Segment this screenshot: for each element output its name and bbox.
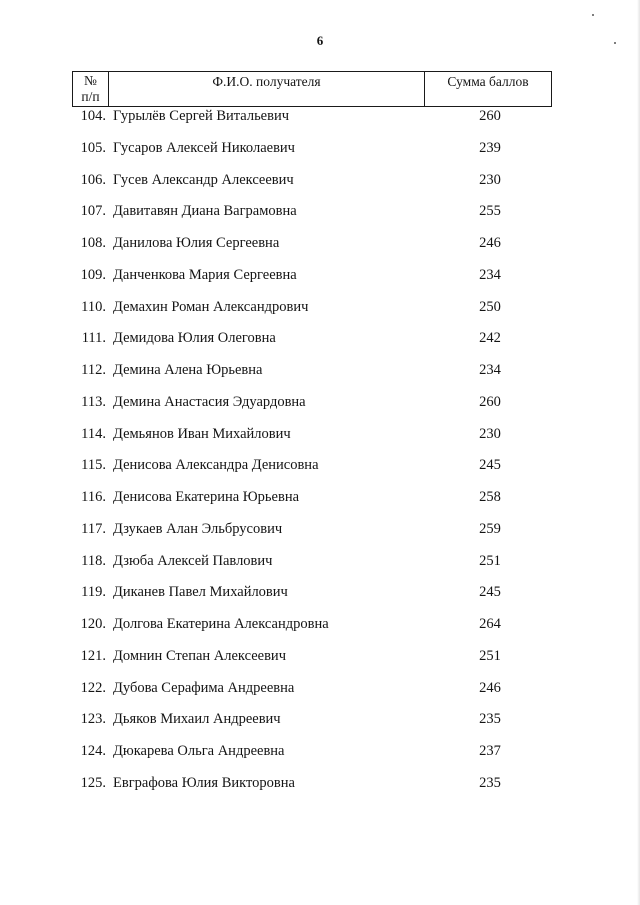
score-value: 259 — [479, 520, 501, 537]
recipient-name: Данченкова Мария Сергеевна — [113, 266, 297, 283]
score-value: 245 — [479, 457, 501, 474]
header-number-sign: № — [84, 73, 97, 88]
score-value: 230 — [479, 425, 501, 442]
recipient-name: Данилова Юлия Сергеевна — [113, 235, 280, 251]
recipient-list — [0, 107, 640, 806]
table-row — [0, 139, 640, 171]
recipient-name: Дьяков Михаил Андреевич — [113, 711, 281, 728]
header-number-abbrev: п/п — [81, 89, 100, 104]
table-row — [0, 171, 640, 203]
page-number: 6 — [316, 33, 324, 48]
score-value: 258 — [479, 489, 501, 505]
row-number: 111. — [81, 330, 106, 347]
score-value: 251 — [479, 647, 501, 664]
table-row — [0, 774, 640, 806]
header-name-cell: Ф.И.О. получателя — [109, 72, 425, 106]
row-number: 112. — [81, 362, 106, 378]
recipient-name: Гурылёв Сергей Витальевич — [113, 108, 290, 124]
recipient-name: Гусев Александр Алексеевич — [113, 171, 294, 188]
recipient-name: Гусаров Алексей Николаевич — [113, 139, 295, 156]
row-number: 117. — [81, 520, 106, 537]
scan-speck — [592, 14, 594, 16]
row-number: 123. — [80, 711, 106, 728]
row-number: 114. — [81, 425, 106, 442]
recipient-name: Диканев Павел Михайлович — [113, 584, 288, 601]
score-value: 242 — [479, 330, 501, 347]
score-value: 251 — [479, 552, 501, 569]
recipient-name: Евграфова Юлия Викторовна — [113, 774, 295, 791]
row-number: 110. — [81, 298, 106, 315]
scan-speck — [614, 42, 616, 44]
row-number: 122. — [80, 679, 106, 696]
score-value: 237 — [479, 743, 501, 759]
score-value: 260 — [479, 108, 501, 124]
table-row — [0, 647, 640, 679]
table-row — [0, 552, 640, 584]
recipient-name: Демина Алена Юрьевна — [113, 362, 263, 378]
table-header — [72, 71, 552, 107]
table-row — [0, 425, 640, 457]
table-row — [0, 456, 640, 488]
table-row — [0, 107, 640, 139]
score-value: 264 — [479, 616, 501, 632]
row-number: 106. — [80, 171, 106, 188]
score-value: 239 — [479, 139, 501, 156]
score-value: 234 — [479, 362, 501, 378]
score-value: 230 — [479, 171, 501, 188]
score-value: 234 — [479, 266, 501, 283]
row-number: 118. — [81, 552, 106, 569]
row-number: 115. — [81, 457, 106, 474]
row-number: 104. — [80, 108, 106, 124]
recipient-name: Денисова Екатерина Юрьевна — [113, 489, 300, 505]
recipient-name: Дубова Серафима Андреевна — [113, 679, 295, 696]
recipient-name: Демидова Юлия Олеговна — [113, 330, 276, 347]
table-row — [0, 202, 640, 234]
score-value: 260 — [479, 393, 501, 410]
table-row — [0, 329, 640, 361]
recipient-name: Дзукаев Алан Эльбрусович — [113, 520, 283, 537]
table-row — [0, 488, 640, 520]
table-row — [0, 266, 640, 298]
row-number: 108. — [80, 235, 106, 251]
table-row — [0, 679, 640, 711]
recipient-name: Демина Анастасия Эдуардовна — [113, 393, 306, 410]
score-value: 246 — [479, 679, 501, 696]
recipient-name: Демахин Роман Александрович — [113, 298, 309, 315]
row-number: 116. — [81, 489, 106, 505]
table-row — [0, 710, 640, 742]
score-value: 235 — [479, 774, 501, 791]
table-row — [0, 520, 640, 552]
score-value: 245 — [479, 584, 501, 601]
recipient-name: Долгова Екатерина Александровна — [113, 616, 329, 632]
table-row — [0, 615, 640, 647]
row-number: 113. — [81, 393, 106, 410]
score-value: 246 — [479, 235, 501, 251]
score-value: 255 — [479, 203, 501, 220]
recipient-name: Денисова Александра Денисовна — [113, 457, 319, 474]
table-row — [0, 742, 640, 774]
row-number: 125. — [80, 774, 106, 791]
table-row — [0, 583, 640, 615]
header-score-cell: Сумма баллов — [447, 74, 529, 89]
table-row — [0, 361, 640, 393]
row-number: 124. — [80, 743, 106, 759]
row-number: 109. — [80, 266, 106, 283]
recipient-name: Давитавян Диана Ваграмовна — [113, 203, 297, 220]
table-row — [0, 393, 640, 425]
row-number: 107. — [80, 203, 106, 220]
table-row — [0, 298, 640, 330]
score-value: 250 — [479, 298, 501, 315]
table-row — [0, 234, 640, 266]
recipient-name: Демьянов Иван Михайлович — [113, 425, 291, 442]
header-number-cell — [73, 72, 109, 106]
recipient-name: Дюкарева Ольга Андреевна — [113, 743, 285, 759]
recipient-name: Домнин Степан Алексеевич — [113, 647, 286, 664]
row-number: 120. — [80, 616, 106, 632]
row-number: 119. — [81, 584, 106, 601]
row-number: 121. — [80, 647, 106, 664]
score-value: 235 — [479, 711, 501, 728]
row-number: 105. — [80, 139, 106, 156]
recipient-name: Дзюба Алексей Павлович — [113, 552, 273, 569]
